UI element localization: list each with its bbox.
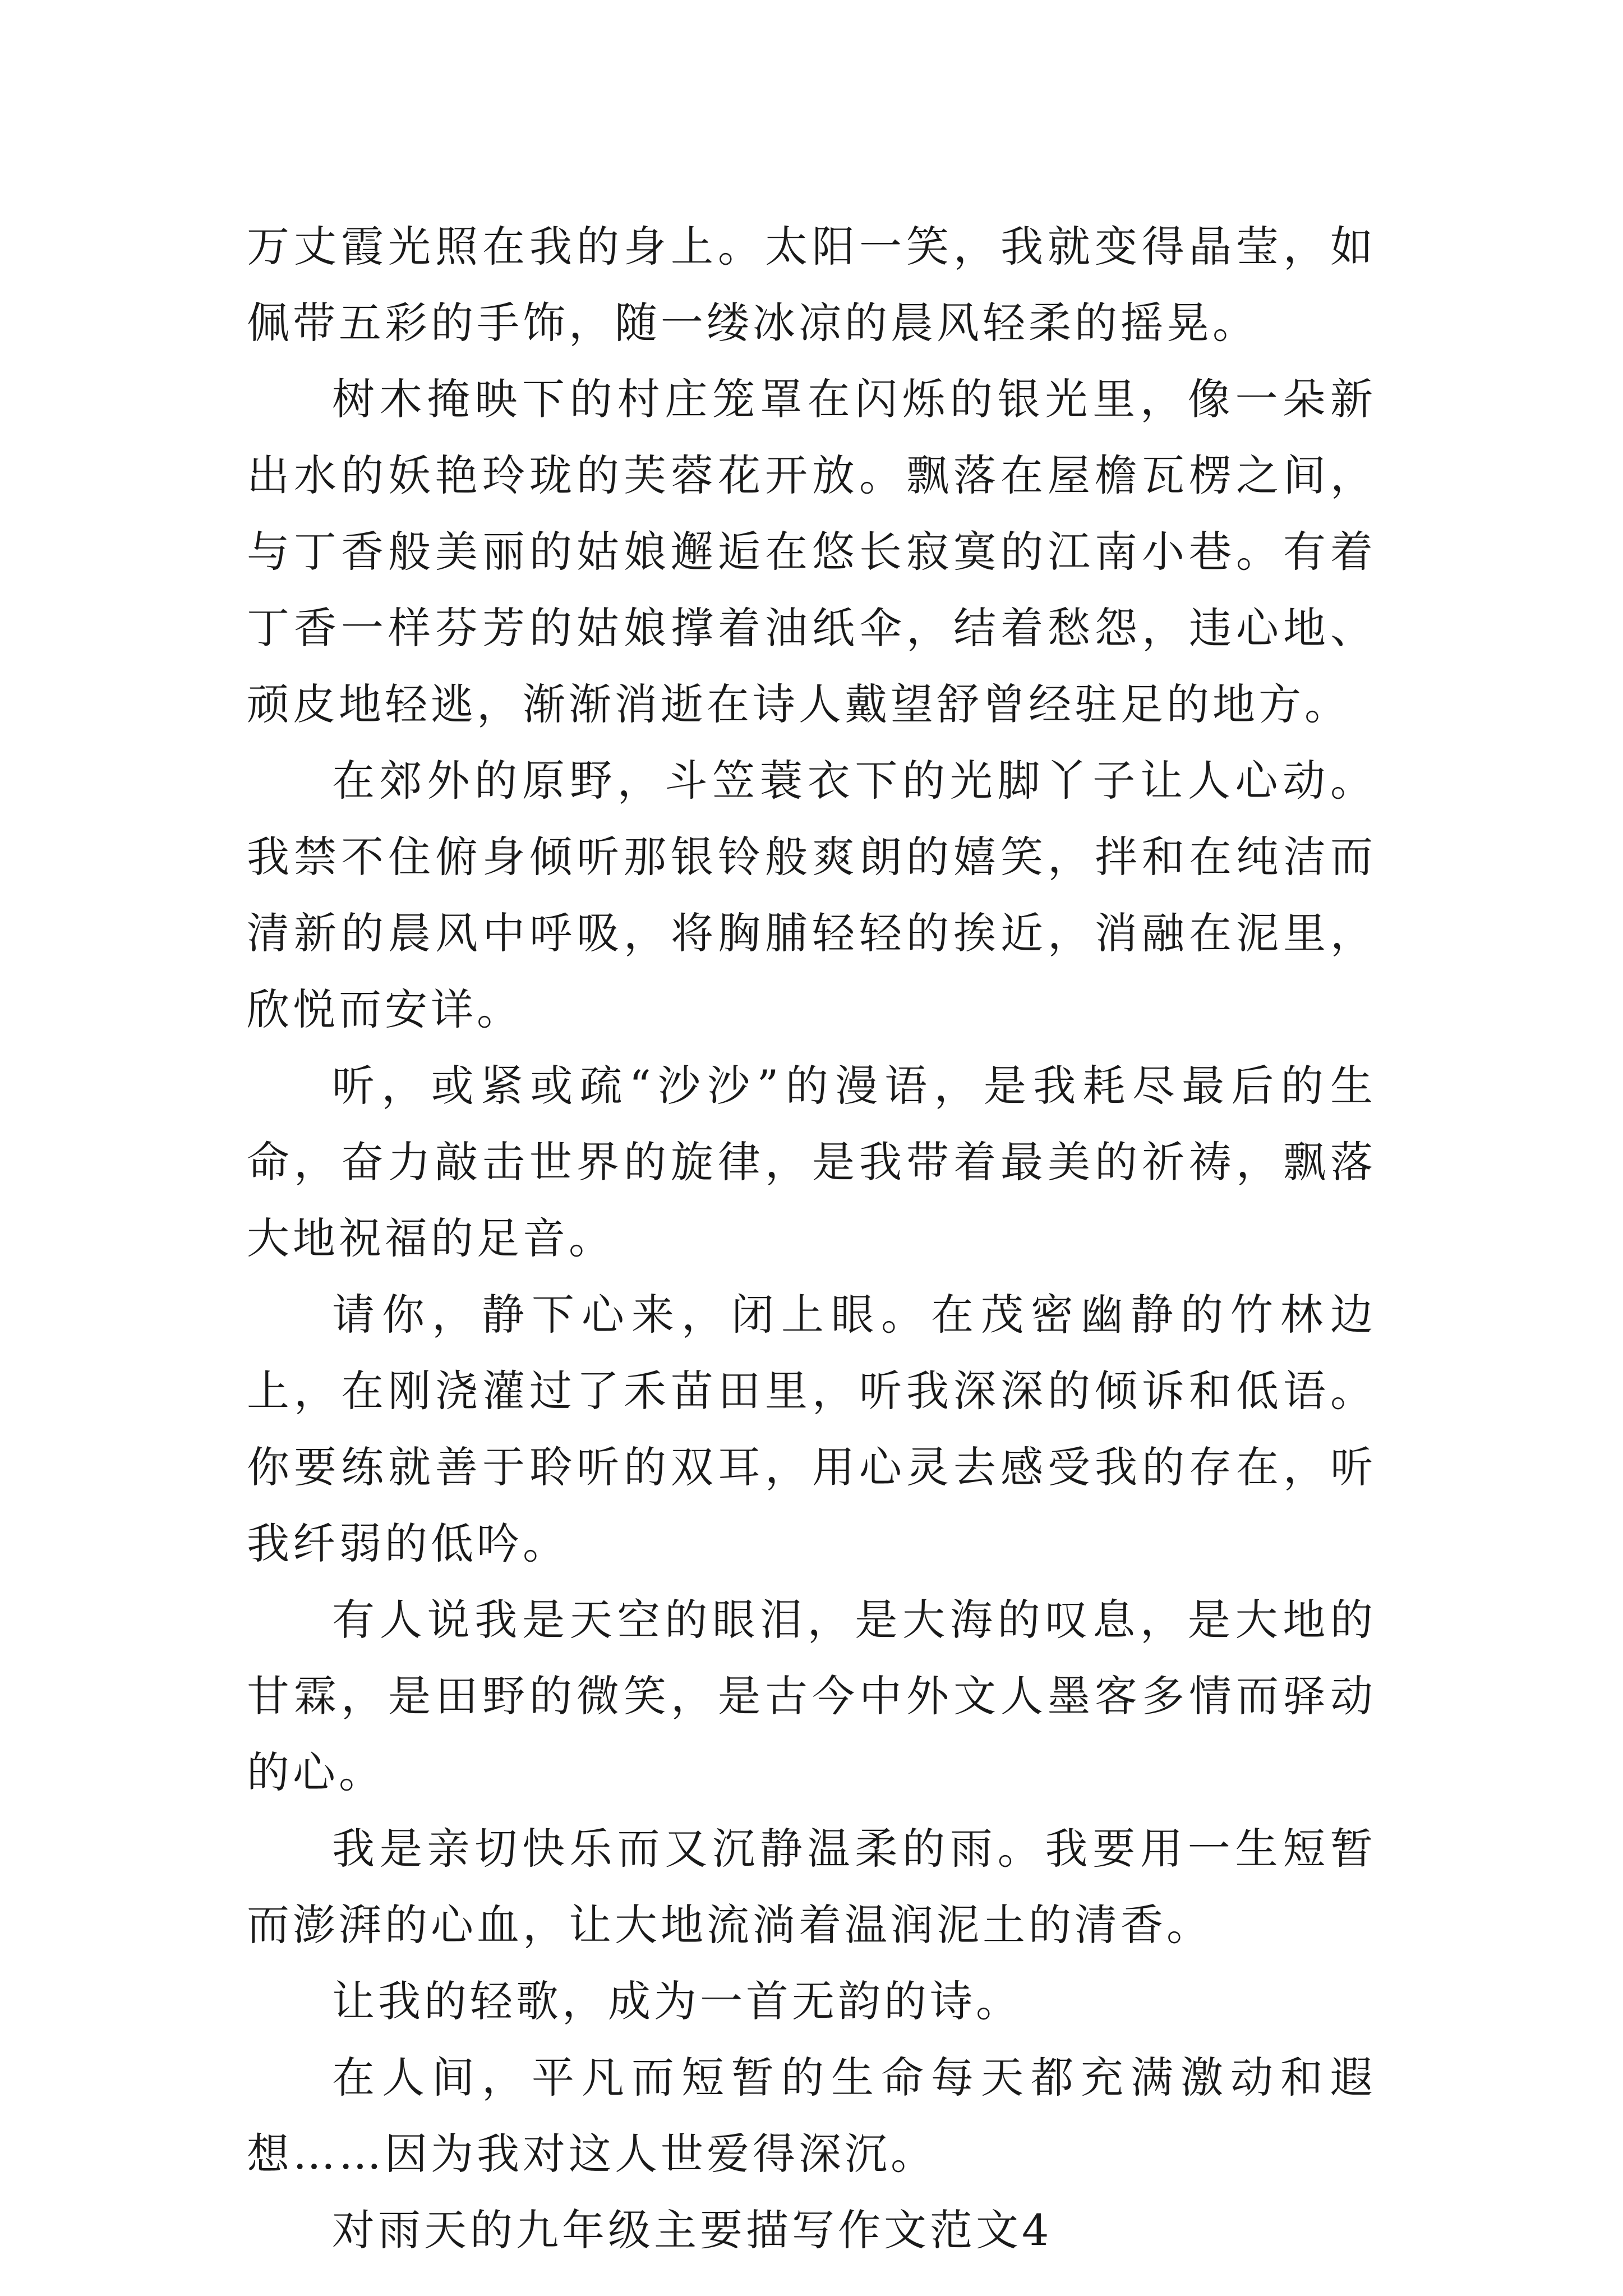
paragraph-2: 树木掩映下的村庄笼罩在闪烁的银光里，像一朵新出水的妖艳玲珑的芙蓉花开放。飘落在屋檐瓦楞之间，与丁香般美丽的姑娘邂逅在悠长寂寞的江南小巷。有着丁香一样芬芳的姑娘撑着油纸伞，结着愁怨，违心地、顽皮地轻逃，渐渐消逝在诗人戴望舒曾经驻足的地方。 — [247, 374, 1376, 729]
section-heading: 对雨天的九年级主要描写作文范文4 — [332, 2205, 1053, 2255]
paragraph-9: 在人间，平凡而短暂的生命每天都充满激动和遐想……因为我对这人世爱得深沉。 — [247, 2053, 1376, 2179]
paragraph-4: 听，或紧或疏“沙沙”的漫语，是我耗尽最后的生命，奋力敲击世界的旋律，是我带着最美的祈祷，飘落大地祝福的足音。 — [247, 1061, 1376, 1263]
paragraph-6: 有人说我是天空的眼泪，是大海的叹息，是大地的甘霖，是田野的微笑，是古今中外文人墨客多情而驿动的心。 — [247, 1595, 1376, 1797]
document-body — [247, 209, 1376, 2269]
paragraph-5: 请你，静下心来，闭上眼。在茂密幽静的竹林边上，在刚浇灌过了禾苗田里，听我深深的倾诉和低语。你要练就善于聆听的双耳，用心灵去感受我的存在，听我纤弱的低吟。 — [247, 1290, 1376, 1568]
paragraph-3: 在郊外的原野，斗笠蓑衣下的光脚丫子让人心动。我禁不住俯身倾听那银铃般爽朗的嬉笑，拌和在纯洁而清新的晨风中呼吸，将胸脯轻轻的挨近，消融在泥里，欣悦而安详。 — [247, 756, 1376, 1034]
paragraph-7: 我是亲切快乐而又沉静温柔的雨。我要用一生短暂而澎湃的心血，让大地流淌着温润泥土的清香。 — [247, 1824, 1376, 1950]
paragraph-1: 万丈霞光照在我的身上。太阳一笑，我就变得晶莹，如佩带五彩的手饰，随一缕冰凉的晨风轻柔的摇晃。 — [247, 222, 1376, 348]
paragraph-8: 让我的轻歌，成为一首无韵的诗。 — [332, 1976, 1022, 2026]
